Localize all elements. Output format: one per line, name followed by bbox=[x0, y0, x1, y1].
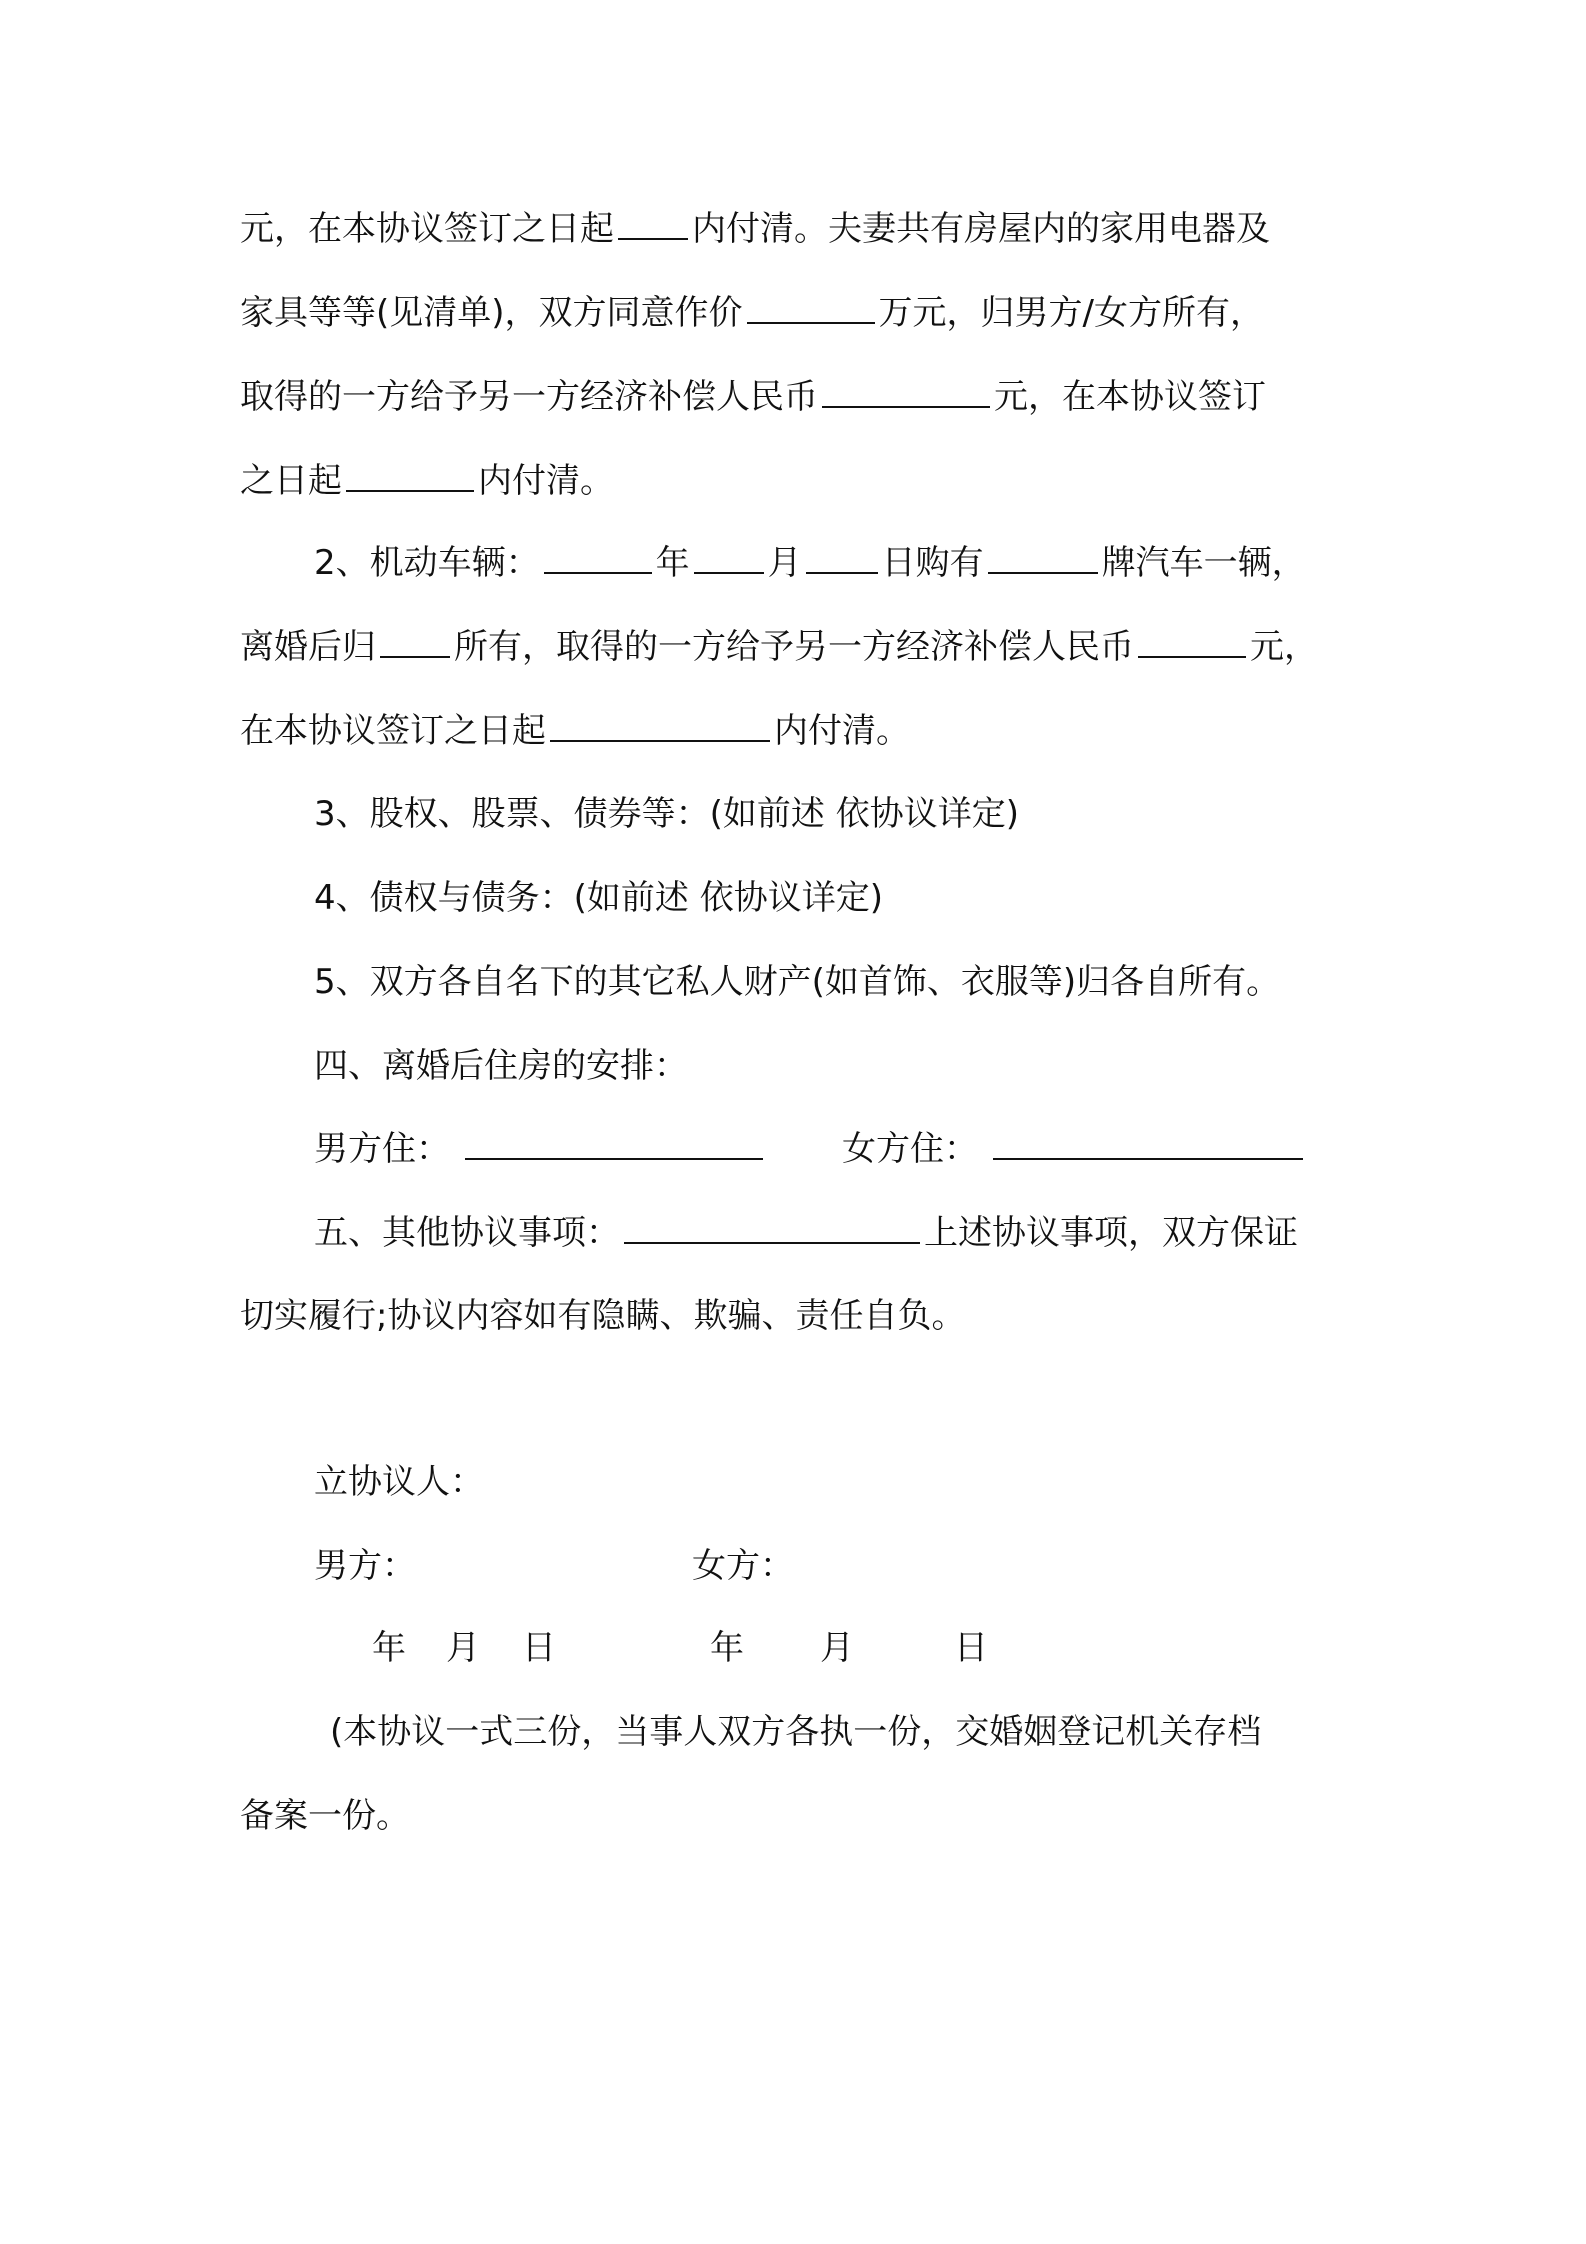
text-segment: 男方住： bbox=[314, 1129, 450, 1169]
text-segment: 之日起 bbox=[240, 461, 342, 501]
text-line bbox=[240, 622, 1318, 671]
text-segment: 2、机动车辆： bbox=[314, 543, 540, 583]
fill-blank bbox=[544, 538, 652, 574]
text-segment: 女方： bbox=[692, 1546, 794, 1586]
text-line bbox=[240, 372, 1266, 421]
text-line bbox=[692, 1542, 794, 1590]
text-line bbox=[240, 456, 614, 505]
text-segment: 内付清。夫妻共有房屋内的家用电器及 bbox=[692, 209, 1270, 249]
fill-blank bbox=[993, 1124, 1303, 1160]
text-segment: 元， bbox=[1250, 627, 1318, 667]
section-heading bbox=[314, 1208, 1298, 1257]
fill-blank bbox=[1138, 622, 1246, 658]
fill-blank bbox=[988, 538, 1098, 574]
text-segment: 切实履行;协议内容如有隐瞒、欺骗、责任自负。 bbox=[240, 1296, 966, 1336]
text-line bbox=[314, 958, 1280, 1006]
text-segment: 立协议人： bbox=[314, 1462, 484, 1502]
text-line bbox=[314, 1542, 416, 1590]
text-segment: 离婚后归 bbox=[240, 627, 376, 667]
text-segment: 所有，取得的一方给予另一方经济补偿人民币 bbox=[454, 627, 1134, 667]
text-line bbox=[240, 1292, 965, 1340]
fill-blank bbox=[346, 456, 474, 492]
fill-blank bbox=[618, 204, 688, 240]
text-line bbox=[314, 1124, 767, 1173]
text-segment: 取得的一方给予另一方经济补偿人民币 bbox=[240, 377, 818, 417]
fill-blank bbox=[465, 1124, 763, 1160]
date-day: 日 bbox=[954, 1628, 988, 1668]
text-segment: 内付清。 bbox=[478, 461, 614, 501]
text-segment: 五、其他协议事项： bbox=[314, 1213, 620, 1253]
text-segment: 备案一份。 bbox=[240, 1796, 410, 1836]
text-segment: 四、离婚后住房的安排： bbox=[314, 1046, 688, 1086]
text-segment: 上述协议事项，双方保证 bbox=[924, 1213, 1298, 1253]
date-year: 年 bbox=[372, 1628, 406, 1668]
section-heading bbox=[314, 1042, 688, 1090]
text-segment: 3、股权、股票、债券等：(如前述 依协议详定) bbox=[314, 794, 1019, 834]
text-segment: 元，在本协议签订之日起 bbox=[240, 209, 614, 249]
text-segment: 在本协议签订之日起 bbox=[240, 711, 546, 751]
text-segment: 元，在本协议签订 bbox=[994, 377, 1266, 417]
text-line bbox=[240, 204, 1270, 253]
fill-blank bbox=[550, 706, 770, 742]
text-segment: 牌汽车一辆， bbox=[1101, 543, 1306, 583]
text-segment: 万元，归男方/女方所有， bbox=[878, 293, 1264, 333]
text-segment: 日购有 bbox=[881, 543, 984, 583]
text-segment: (本协议一式三份，当事人双方各执一份，交婚姻登记机关存档 bbox=[330, 1712, 1262, 1752]
text-segment: 男方： bbox=[314, 1546, 416, 1586]
text-line bbox=[314, 1458, 484, 1506]
text-line bbox=[314, 874, 883, 922]
date-year: 年 bbox=[710, 1628, 744, 1668]
text-segment: 月 bbox=[767, 543, 802, 583]
text-line bbox=[842, 1124, 1307, 1173]
fill-blank bbox=[747, 288, 875, 324]
date-day: 日 bbox=[522, 1628, 556, 1668]
fill-blank bbox=[822, 372, 990, 408]
date-month: 月 bbox=[820, 1628, 854, 1668]
fill-blank bbox=[624, 1208, 920, 1244]
text-line bbox=[240, 706, 910, 755]
text-segment: 年 bbox=[655, 543, 690, 583]
fill-blank bbox=[694, 538, 764, 574]
text-line bbox=[314, 538, 1306, 587]
fill-blank bbox=[380, 622, 450, 658]
date-month: 月 bbox=[446, 1628, 480, 1668]
text-segment: 家具等等(见清单)，双方同意作价 bbox=[240, 293, 743, 333]
text-line bbox=[240, 288, 1264, 337]
text-segment: 女方住： bbox=[842, 1129, 978, 1169]
text-segment: 5、双方各自名下的其它私人财产(如首饰、衣服等)归各自所有。 bbox=[314, 962, 1281, 1002]
fill-blank bbox=[806, 538, 878, 574]
text-line bbox=[240, 1792, 410, 1840]
text-segment: 内付清。 bbox=[774, 711, 910, 751]
text-segment: 4、债权与债务：(如前述 依协议详定) bbox=[314, 878, 883, 918]
text-line bbox=[330, 1708, 1261, 1756]
text-line bbox=[314, 790, 1019, 838]
